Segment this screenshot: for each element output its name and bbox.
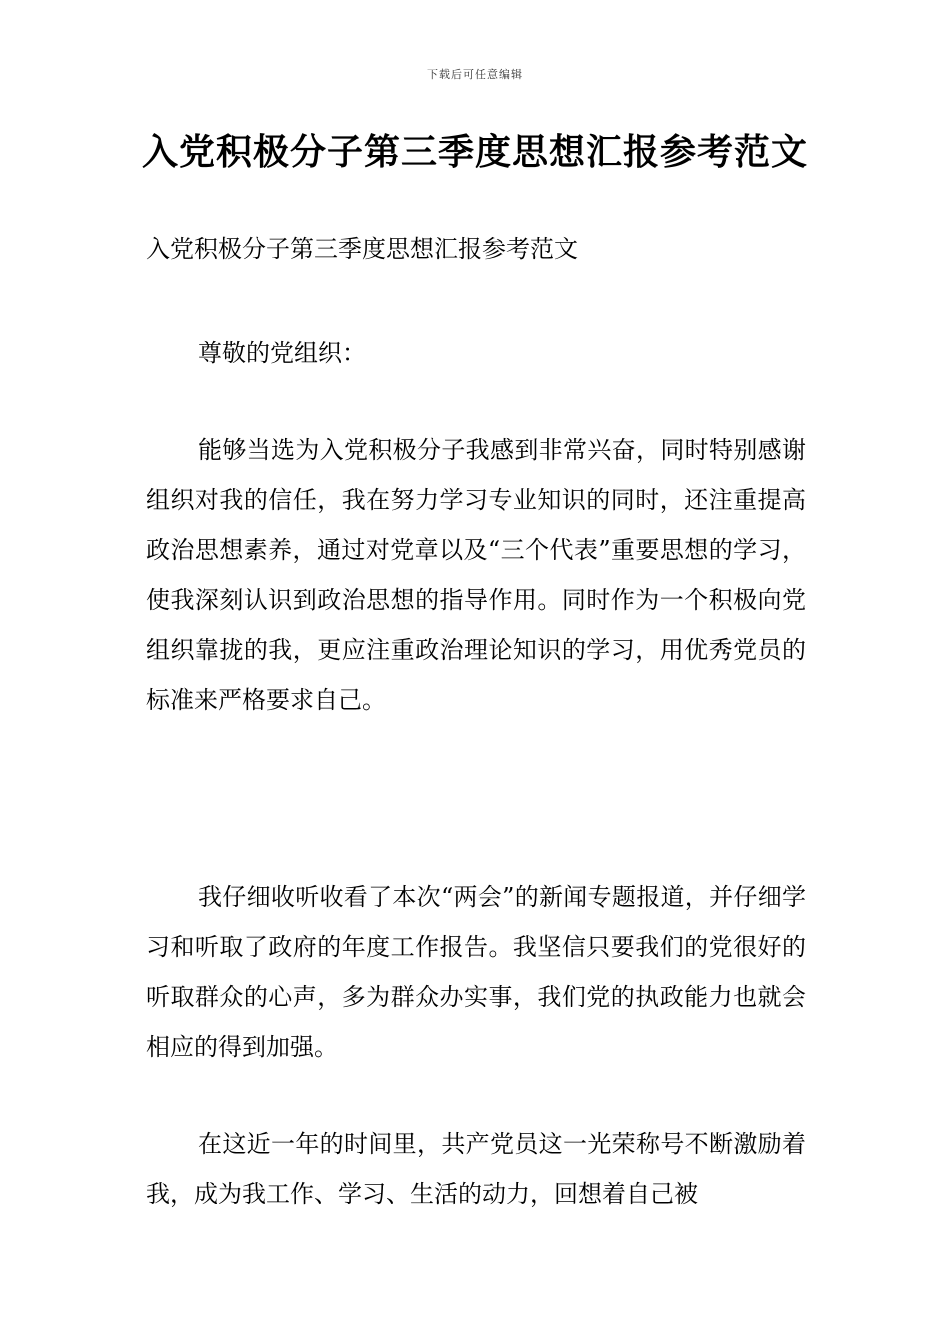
paragraph-2: 我仔细收听收看了本次“两会”的新闻专题报道，并仔细学习和听取了政府的年度工作报告。我坚信只要我们的党很好的听取群众的心声，多为群众办实事，我们党的执政能力也就会相应的得到加强。 [146,883,806,1061]
salutation: 尊敬的党组织： [198,339,366,367]
paragraph-3: 在这近一年的时间里，共产党员这一光荣称号不断激励着我，成为我工作、学习、生活的动力，回想着自己被 [146,1130,806,1208]
page-title: 入党积极分子第三季度思想汇报参考范文 [141,132,808,173]
header-note: 下载后可任意编辑 [427,68,523,81]
document-subtitle: 入党积极分子第三季度思想汇报参考范文 [146,235,578,263]
paragraph-1: 能够当选为入党积极分子我感到非常兴奋，同时特别感谢组织对我的信任，我在努力学习专业知识的同时，还注重提高政治思想素养，通过对党章以及“三个代表”重要思想的学习，使我深刻认识到政治思想的指导作用。同时作为一个积极向党组织靠拢的我，更应注重政治理论知识的学习，用优秀党员的标准来严格要求自己。 [146,436,806,714]
